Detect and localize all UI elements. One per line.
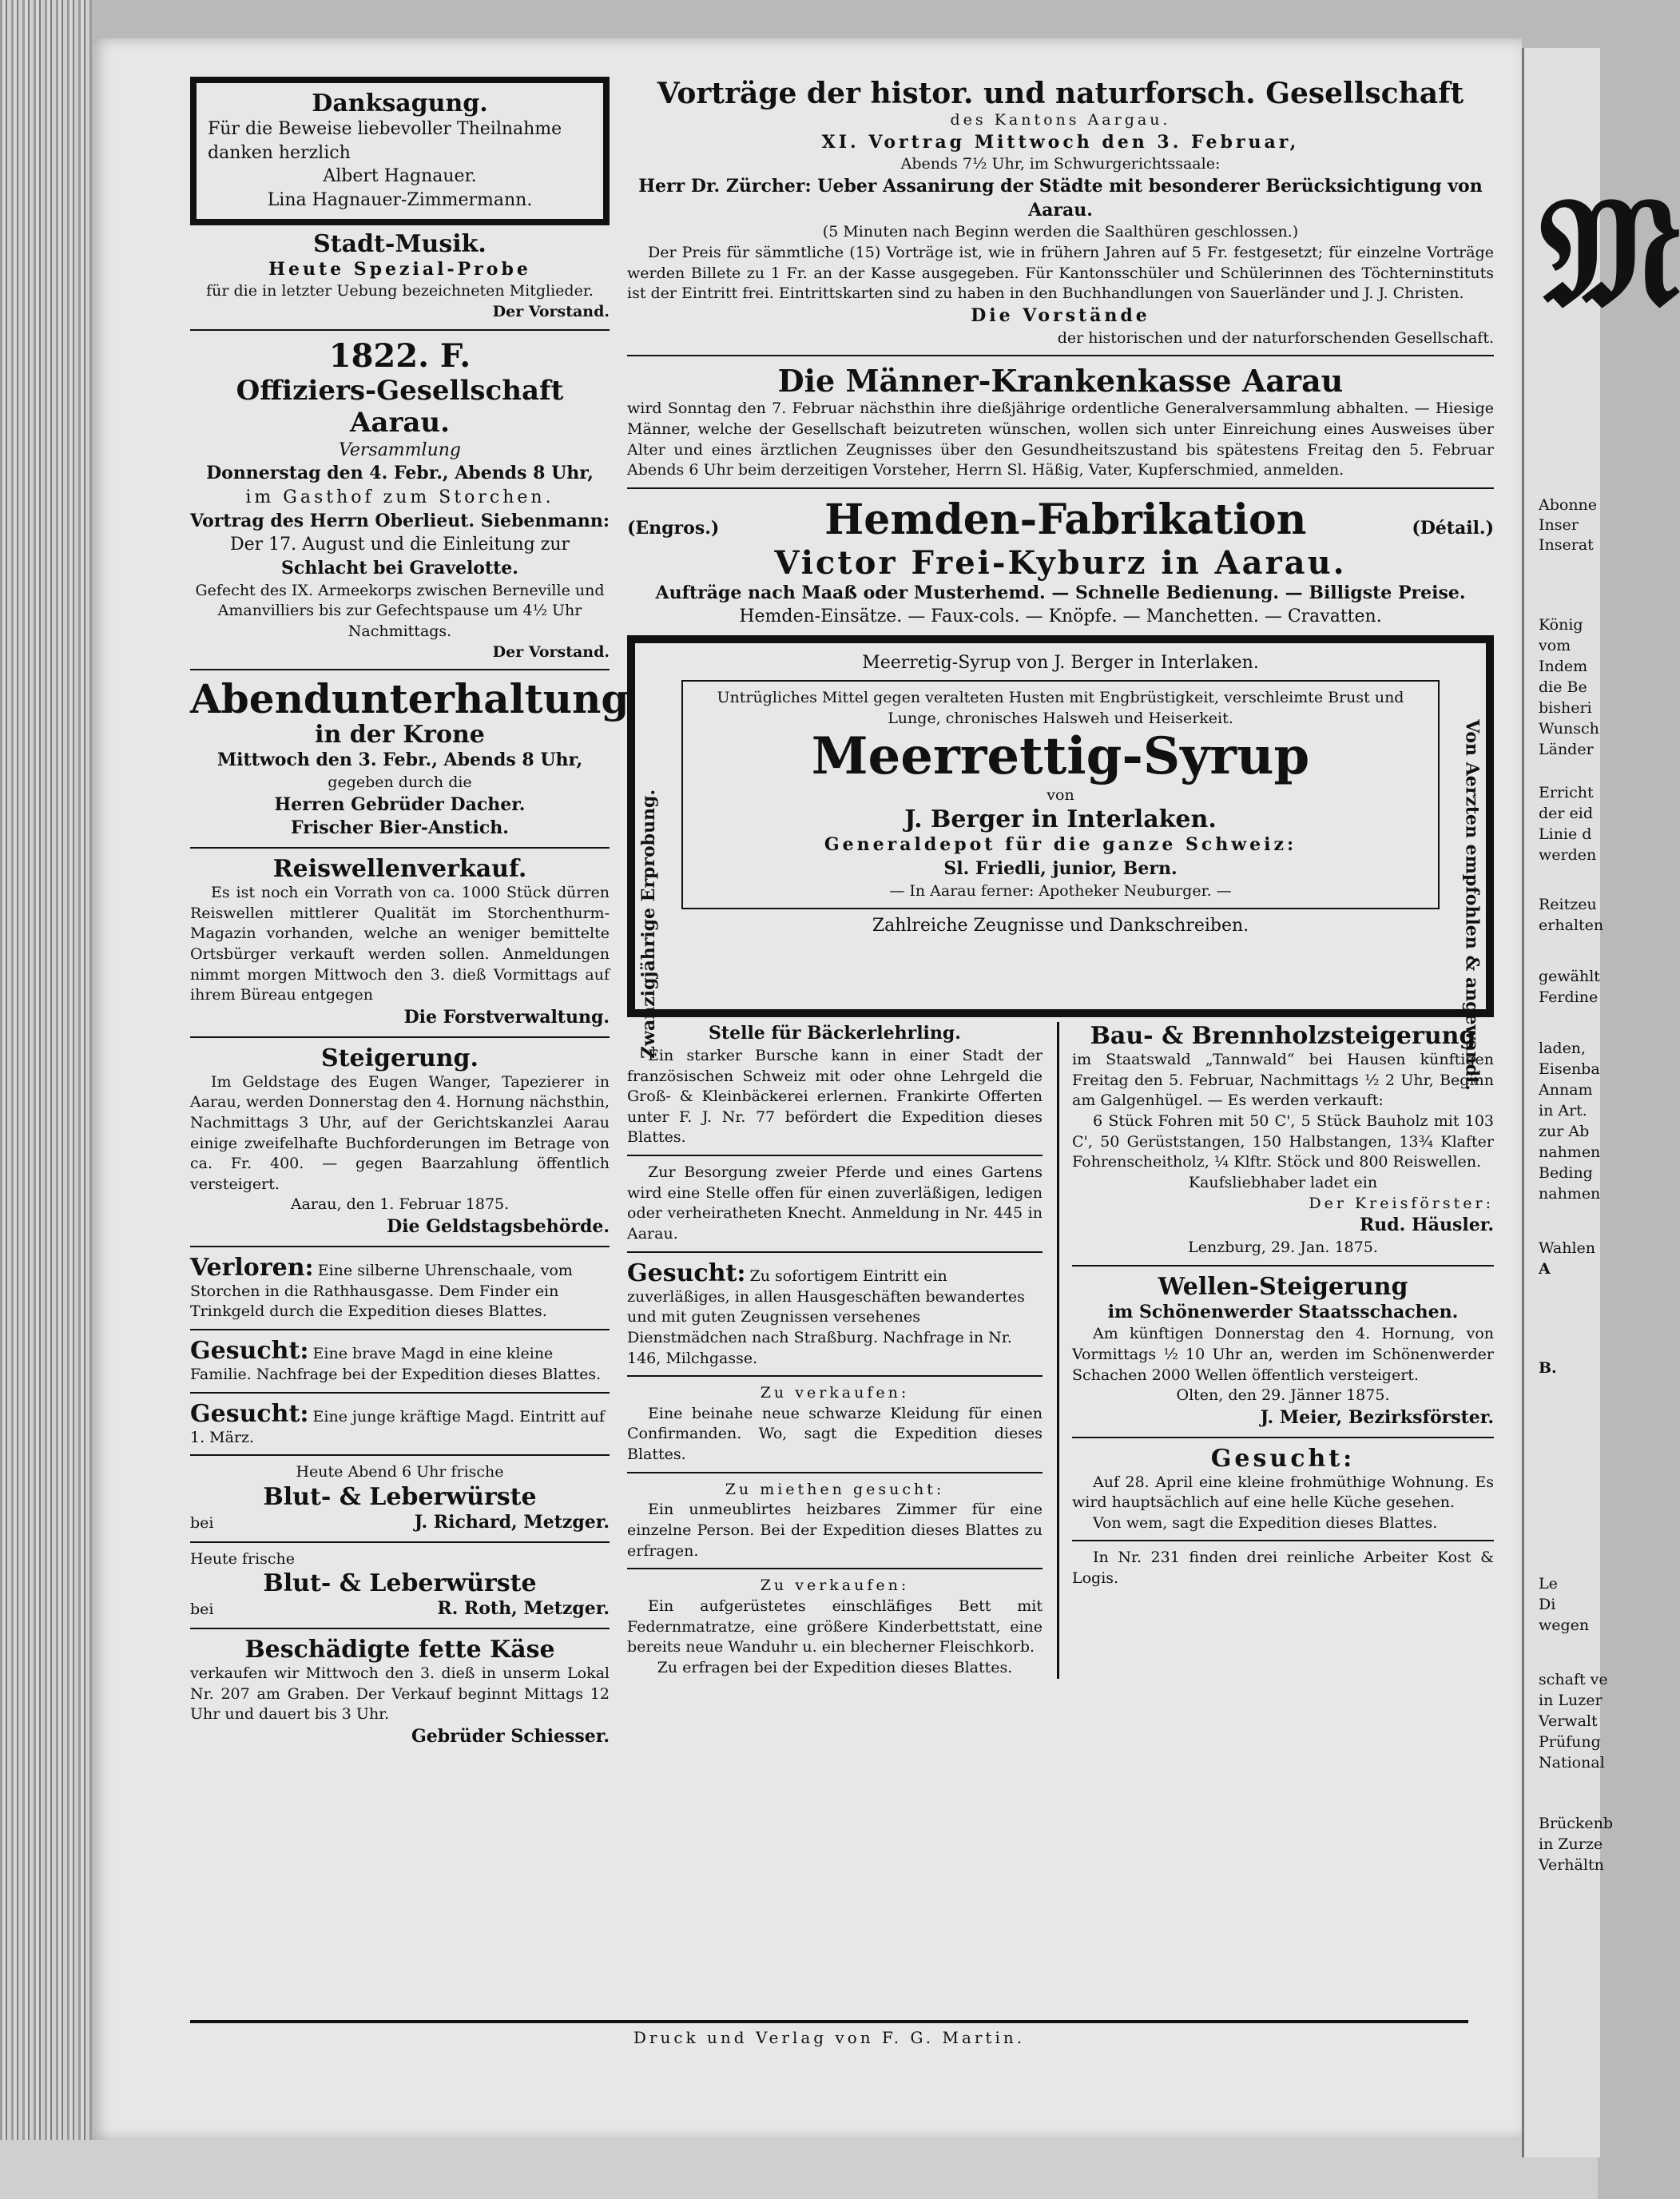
ad-signature: der historischen und der naturforschenden Gesellschaft. xyxy=(1057,328,1494,347)
divider xyxy=(190,1392,610,1394)
divider xyxy=(627,1375,1043,1377)
ad-name: Albert Hagnauer. xyxy=(323,166,477,187)
ad-signature: Der Vorstand. xyxy=(492,642,610,661)
ad-text: Herr Dr. Zürcher: Ueber Assanirung der Städte mit besonderer Berücksichtigung von Aarau. xyxy=(638,175,1483,221)
divider xyxy=(627,487,1494,489)
text-fragment: A xyxy=(1539,1260,1551,1278)
masthead-fragment: 𝔐 xyxy=(1540,162,1680,340)
divider xyxy=(190,1628,610,1629)
text-fragment: werden xyxy=(1539,846,1597,864)
ad-title: Bau- & Brennholzsteigerung xyxy=(1090,1022,1476,1051)
text-fragment: Linie d xyxy=(1539,825,1592,843)
text-fragment: schaft ve xyxy=(1539,1671,1608,1688)
ad-title: Vorträge der histor. und naturforsch. Gesellschaft xyxy=(657,77,1464,110)
divider xyxy=(1072,1437,1494,1438)
text-fragment: in Art. xyxy=(1539,1102,1587,1119)
ad-text: — In Aarau ferner: Apotheker Neuburger. — xyxy=(889,881,1232,900)
ad-title: Gesucht: xyxy=(190,1337,309,1366)
ad-text: Aufträge nach Maaß oder Musterhemd. — Schnelle Bedienung. — Billigste Preise. xyxy=(655,582,1466,603)
text-fragment: König xyxy=(1539,616,1583,634)
text-fragment: vom xyxy=(1539,637,1571,654)
hemden-ad xyxy=(627,495,1494,629)
ad-text: Eine beinahe neue schwarze Kleidung für einen Confirmanden. Wo, sagt die Expedition dieses Blattes. xyxy=(627,1404,1043,1464)
text-fragment: Abonne xyxy=(1539,496,1598,514)
ad-subtitle: Versammlung xyxy=(339,439,461,460)
text-fragment: Indem xyxy=(1539,658,1588,675)
ad-text: Vortrag des Herrn Oberlieut. Siebenmann: xyxy=(190,510,610,531)
ad-signature: Die Vorstände xyxy=(971,304,1150,326)
text-fragment: nahmen xyxy=(1539,1143,1601,1161)
ad-subtitle: des Kantons Aargau. xyxy=(950,111,1171,129)
divider xyxy=(627,1568,1043,1569)
gesucht-junge-magd-ad xyxy=(190,1400,610,1449)
text-fragment: Le xyxy=(1539,1575,1558,1593)
kaese-ad xyxy=(190,1636,610,1749)
ad-text: von xyxy=(1047,785,1074,804)
ad-text: Ein starker Bursche kann in einer Stadt der französischen Schweiz mit oder ohne Lehrgeld die Groß- & Kleinbäckerei erlernen. Frankirte Offerten unter F. J. Nr. 77 befördert die Expedition dieses Blattes. xyxy=(627,1046,1043,1147)
ad-title: Wellen-Steigerung xyxy=(1158,1272,1408,1301)
ad-name: Rud. Häusler. xyxy=(1360,1215,1494,1236)
main-column xyxy=(627,77,1494,1679)
ad-title: Gesucht: xyxy=(1210,1444,1356,1473)
divider xyxy=(627,1251,1043,1253)
ad-text: Sl. Friedli, junior, Bern. xyxy=(943,857,1178,879)
ad-text: Donnerstag den 4. Febr., Abends 8 Uhr, xyxy=(206,463,594,484)
ad-title: Offiziers-Gesellschaft Aarau. xyxy=(236,374,564,439)
ad-signature: Die Forstverwaltung. xyxy=(403,1006,610,1028)
ad-title: Zu verkaufen: xyxy=(760,1577,910,1595)
wellen-ad xyxy=(1072,1273,1494,1430)
ad-text: im Gasthof zum Storchen. xyxy=(245,487,554,508)
ad-text: Mittwoch den 3. Febr., Abends 8 Uhr, xyxy=(216,750,583,771)
krankenkasse-ad xyxy=(627,363,1494,481)
divider xyxy=(190,1246,610,1247)
text-fragment: Länder xyxy=(1539,741,1594,758)
text-fragment: in Luzer xyxy=(1539,1692,1603,1709)
ad-text: verkaufen wir Mittwoch den 3. dieß in unserm Lokal Nr. 207 am Graben. Der Verkauf beginnt Mittags 12 Uhr und dauert bis 3 Uhr. xyxy=(190,1664,610,1724)
book-spine xyxy=(0,0,92,2199)
text-fragment: Wahlen xyxy=(1539,1239,1595,1257)
ad-title: Zu verkaufen: xyxy=(760,1384,910,1402)
ad-text: Schlacht bei Gravelotte. xyxy=(281,558,518,579)
ad-date: Lenzburg, 29. Jan. 1875. xyxy=(1188,1238,1378,1256)
ad-title: Verloren: xyxy=(190,1253,314,1282)
text-fragment: Wunsch xyxy=(1539,720,1599,738)
divider xyxy=(190,847,610,849)
ad-subtitle: in der Krone xyxy=(315,721,485,750)
ad-name: Lina Hagnauer-Zimmermann. xyxy=(267,190,533,211)
divider xyxy=(1072,1540,1494,1541)
text-fragment: Annam xyxy=(1539,1081,1593,1099)
sub-column-right xyxy=(1057,1022,1494,1678)
text-fragment: in Zurze xyxy=(1539,1835,1603,1853)
ad-date: Olten, den 29. Jänner 1875. xyxy=(1176,1386,1390,1405)
text-fragment: Di xyxy=(1539,1596,1556,1613)
ad-text: (5 Minuten nach Beginn werden die Saalthüren geschlossen.) xyxy=(822,223,1299,241)
ad-text: bei xyxy=(190,1514,214,1533)
text-fragment: Beding xyxy=(1539,1164,1593,1182)
reiswellen-ad xyxy=(190,855,610,1030)
ad-title: Steigerung. xyxy=(321,1044,479,1072)
footer-rule xyxy=(190,2020,1468,2023)
text-fragment: Inser xyxy=(1539,516,1579,534)
ad-text: Herren Gebrüder Dacher. xyxy=(274,793,526,815)
text-fragment: der eid xyxy=(1539,805,1594,822)
divider xyxy=(190,1541,610,1543)
ad-signature: J. Meier, Bezirksförster. xyxy=(1260,1406,1494,1428)
blutwurst-richard-ad xyxy=(190,1462,610,1534)
text-fragment: bisheri xyxy=(1539,699,1592,717)
ad-text: wird Sonntag den 7. Februar nächsthin ihre dießjährige ordentliche Generalversammlung abhalten. — Hiesige Männer, welche der Gesellschaft beizutreten wünschen, wollen sich unter Einreichung eines Ausweises über Alter und eines ärztlichen Zeugnisses über den Gesundheitszustand bis spätestens Freitag den 5. Februar Abends 6 Uhr beim derzeitigen Vorsteher, Herrn Sl. Häßig, Vater, Kupferschmied, anmelden. xyxy=(627,400,1494,479)
ad-vertical-text: Von Aerzten empfohlen & angewandt. xyxy=(1462,719,1483,1092)
ad-title: Blut- & Leberwürste xyxy=(263,1569,537,1598)
gesucht-dienstmaedchen-ad xyxy=(627,1259,1043,1370)
text-fragment: B. xyxy=(1539,1359,1557,1377)
ad-signature: Gebrüder Schiesser. xyxy=(411,1725,610,1747)
text-fragment: Inserat xyxy=(1539,536,1594,554)
ad-text: Ein aufgerüstetes einschläfiges Bett mit Federnmatratze, eine größere Kinderbettstatt, eine bereits neue Wanduhr u. ein blecherner Fleischkorb. xyxy=(627,1597,1043,1656)
ad-text: 6 Stück Fohren mit 50 C', 5 Stück Bauholz mit 103 C', 50 Gerüststangen, 150 Halbstangen, 13¾ Klafter Fohrenscheitholz, ¼ Klftr. Stöck und 800 Reiswellen. xyxy=(1072,1112,1494,1171)
sub-column-left xyxy=(627,1022,1043,1678)
ad-text: Frischer Bier-Anstich. xyxy=(291,817,509,839)
page-bottom-edge xyxy=(0,2140,1598,2199)
ad-date: Aarau, den 1. Februar 1875. xyxy=(290,1195,510,1214)
ad-subtitle: Heute Spezial-Probe xyxy=(268,258,531,280)
ad-title: Gesucht: xyxy=(627,1259,746,1287)
vortraege-ad xyxy=(627,77,1494,348)
miethen-ad xyxy=(627,1480,1043,1562)
ad-text: Untrügliches Mittel gegen veralteten Husten mit Engbrüstigkeit, verschleimte Brust und Lunge, chronisches Halsweh und Heiserkeit. xyxy=(717,688,1404,727)
page-footer xyxy=(190,2015,1468,2047)
gesucht-magd-ad xyxy=(190,1337,610,1386)
ad-signature: R. Roth, Metzger. xyxy=(437,1598,610,1620)
text-fragment: wegen xyxy=(1539,1616,1590,1634)
divider xyxy=(627,355,1494,356)
ad-signature: Die Geldstagsbehörde. xyxy=(387,1216,610,1238)
divider xyxy=(190,669,610,670)
divider xyxy=(190,1454,610,1456)
ad-number: 1822. F. xyxy=(328,336,471,375)
offiziers-ad xyxy=(190,337,610,663)
ad-header: Meerretig-Syrup von J. Berger in Interlaken. xyxy=(862,653,1259,674)
divider xyxy=(190,1329,610,1330)
text-fragment: Prüfung xyxy=(1539,1733,1601,1751)
ad-text: Der 17. August und die Einleitung zur xyxy=(229,535,570,555)
ad-label: (Engros.) xyxy=(627,517,720,539)
text-fragment: Reitzeu xyxy=(1539,896,1597,913)
text-fragment: laden, xyxy=(1539,1040,1587,1057)
ad-text: Abends 7½ Uhr, im Schwurgerichtssaale: xyxy=(900,155,1221,173)
knecht-ad: Zur Besorgung zweier Pferde und eines Gartens wird eine Stelle offen für einen zuverläßigen, ledigen oder verheiratheten Knecht. Anmeldung in Nr. 445 in Aarau. xyxy=(627,1163,1043,1243)
ad-text: Auf 28. April eine kleine frohmüthige Wohnung. Es wird hauptsächlich auf eine helle Küche gesehen. xyxy=(1072,1473,1494,1512)
imprint: Druck und Verlag von F. G. Martin. xyxy=(633,2028,1026,2047)
ad-text: Es ist noch ein Vorrath von ca. 1000 Stück dürren Reiswellen mittlerer Qualität im Storchenthurm-Magazin vorhanden, welche an weniger bemittelte Ortsbürger verkauft werden sollen. Anmeldungen nimmt morgen Mittwoch den 3. dieß Vormittags auf ihrem Büreau entgegen xyxy=(190,884,610,1004)
divider xyxy=(627,1472,1043,1473)
divider xyxy=(1072,1265,1494,1267)
ad-text: für die in letzter Uebung bezeichneten Mitglieder. xyxy=(206,282,594,300)
ad-title: Beschädigte fette Käse xyxy=(244,1636,555,1664)
ad-signature: Zu erfragen bei der Expedition dieses Blattes. xyxy=(657,1658,1013,1676)
ad-title: Abendunterhaltung xyxy=(190,675,630,723)
verkaufen-bett-ad xyxy=(627,1576,1043,1678)
ad-text: bei xyxy=(190,1601,214,1619)
text-fragment: Brückenb xyxy=(1539,1815,1614,1832)
ad-text: Zu sofortigem Eintritt ein zuverläßiges, in allen Hausgeschäften bewandertes und mit guten Zeugnissen versehenes Dienstmädchen nach Straßburg. Nachfrage in Nr. 146, Milchgasse. xyxy=(627,1267,1025,1367)
ad-signature: Der Vorstand. xyxy=(492,303,610,321)
blutwurst-roth-ad xyxy=(190,1549,610,1621)
ad-title: Gesucht: xyxy=(190,1399,309,1428)
ad-title: Stelle für Bäckerlehrling. xyxy=(709,1023,961,1044)
divider xyxy=(627,1155,1043,1156)
ad-title: Stadt-Musik. xyxy=(313,229,487,258)
next-page-edge xyxy=(1522,48,1680,2157)
divider xyxy=(190,329,610,331)
two-column-section xyxy=(627,1022,1494,1678)
left-column xyxy=(190,77,630,1749)
ad-title: Die Männer-Krankenkasse Aarau xyxy=(777,363,1344,400)
abendunterhaltung-ad xyxy=(190,675,630,841)
ad-text: Am künftigen Donnerstag den 4. Hornung, von Vormittags ½ 10 Uhr an, werden im Schönenwerder Schachen 2000 Wellen öffentlich versteigert. xyxy=(1072,1325,1494,1384)
text-fragment: Verwalt xyxy=(1539,1712,1598,1730)
ad-label: (Détail.) xyxy=(1412,517,1494,539)
ad-title: Reiswellenverkauf. xyxy=(272,855,527,884)
ad-text: Für die Beweise liebevoller Theilnahme danken herzlich xyxy=(208,119,562,163)
divider xyxy=(190,1036,610,1038)
text-fragment: gewählt xyxy=(1539,968,1600,985)
text-fragment: Erricht xyxy=(1539,784,1594,801)
ad-title: Blut- & Leberwürste xyxy=(263,1483,537,1512)
kost-logis-ad: In Nr. 231 finden drei reinliche Arbeiter Kost & Logis. xyxy=(1072,1549,1494,1588)
text-fragment: zur Ab xyxy=(1539,1123,1590,1140)
gesucht-wohnung-ad xyxy=(1072,1445,1494,1534)
ad-name: J. Berger in Interlaken. xyxy=(904,805,1217,834)
ad-text: Heute Abend 6 Uhr frische xyxy=(296,1463,504,1481)
ad-signature: Der Kreisförster: xyxy=(1309,1194,1494,1212)
ad-text: Generaldepot für die ganze Schweiz: xyxy=(824,834,1297,856)
ad-text: Eine silberne Uhrenschaale, vom Storchen in die Rathhausgasse. Dem Finder ein Trinkgeld durch die Expedition dieses Blattes. xyxy=(190,1261,573,1321)
ad-text: Im Geldstage des Eugen Wanger, Tapezierer in Aarau, werden Donnerstag den 4. Hornung nächsthin, Nachmittags 3 Uhr, auf der Gerichtskanzlei Aarau einige zweifelhafte Buchforderungen im Betrage von ca. Fr. 400. — gegen Baarzahlung öffentlich versteigert. xyxy=(190,1072,610,1193)
ad-text: Gefecht des IX. Armeekorps zwischen Berneville und Amanvilliers bis zur Gefechtspause um 4½ Uhr Nachmittags. xyxy=(195,581,605,641)
bauholz-ad xyxy=(1072,1022,1494,1258)
text-fragment: Verhältn xyxy=(1539,1856,1604,1874)
text-fragment: Ferdine xyxy=(1539,988,1599,1006)
ad-name: Victor Frei-Kyburz in Aarau. xyxy=(774,543,1347,582)
syrup-inner-box xyxy=(681,680,1440,909)
ad-text: Eine junge kräftige Magd. Eintritt auf 1. März. xyxy=(190,1407,605,1446)
text-fragment: nahmen xyxy=(1539,1185,1601,1203)
verkaufen-kleidung-ad xyxy=(627,1383,1043,1465)
ad-text: Ein unmeublirtes heizbares Zimmer für eine einzelne Person. Bei der Expedition dieses Blattes zu erfragen. xyxy=(627,1501,1043,1560)
ad-text: im Staatswald „Tannwald“ bei Hausen künftigen Freitag den 5. Februar, Nachmittags ½ 2 Uhr, Beginn am Galgenhügel. — Es werden verkauft: xyxy=(1072,1051,1494,1110)
ad-title: Danksagung. xyxy=(312,89,488,117)
text-fragment: die Be xyxy=(1539,678,1587,696)
ad-footer: Zahlreiche Zeugnisse und Dankschreiben. xyxy=(872,916,1249,936)
ad-text: XI. Vortrag Mittwoch den 3. Februar, xyxy=(821,131,1300,153)
ad-text: Von wem, sagt die Expedition dieses Blattes. xyxy=(1093,1513,1438,1532)
ad-vertical-text: Zwanzigjährige Erprobung. xyxy=(638,789,659,1060)
ad-title: Meerrettig-Syrup xyxy=(811,726,1310,787)
ad-title: Hemden-Fabrikation xyxy=(824,495,1307,544)
text-fragment: Eisenba xyxy=(1539,1060,1600,1078)
baecker-ad xyxy=(627,1022,1043,1148)
ad-title: Zu miethen gesucht: xyxy=(725,1480,945,1498)
verloren-ad xyxy=(190,1254,610,1322)
ad-text: Hemden-Einsätze. — Faux-cols. — Knöpfe. — Manchetten. — Cravatten. xyxy=(739,606,1382,627)
ad-signature: J. Richard, Metzger. xyxy=(414,1512,610,1533)
ad-text: Kaufsliebhaber ladet ein xyxy=(1188,1174,1378,1192)
ad-subtitle: im Schönenwerder Staatsschachen. xyxy=(1107,1301,1459,1322)
stadtmusik-ad xyxy=(190,230,610,323)
text-fragment: erhalten xyxy=(1539,917,1604,934)
ad-text: Heute frische xyxy=(190,1549,296,1568)
ad-text: Der Preis für sämmtliche (15) Vorträge ist, wie in frühern Jahren auf 5 Fr. festgesetzt; für einzelne Vorträge werden Billete zu 1 Fr. an der Kasse ausgegeben. Für Kantonsschüler und Schülerinnen des Töchterninstituts ist der Eintritt frei. Eintrittskarten sind zu haben in den Buchhandlungen von Sauerländer und J. J. Christen. xyxy=(627,243,1494,303)
text-fragment: National xyxy=(1539,1754,1605,1772)
ad-text: Eine brave Magd in eine kleine Familie. Nachfrage bei der Expedition dieses Blattes. xyxy=(190,1345,602,1384)
steigerung-ad xyxy=(190,1044,610,1239)
danksagung-ad xyxy=(190,77,610,225)
ad-text: gegeben durch die xyxy=(328,773,472,792)
